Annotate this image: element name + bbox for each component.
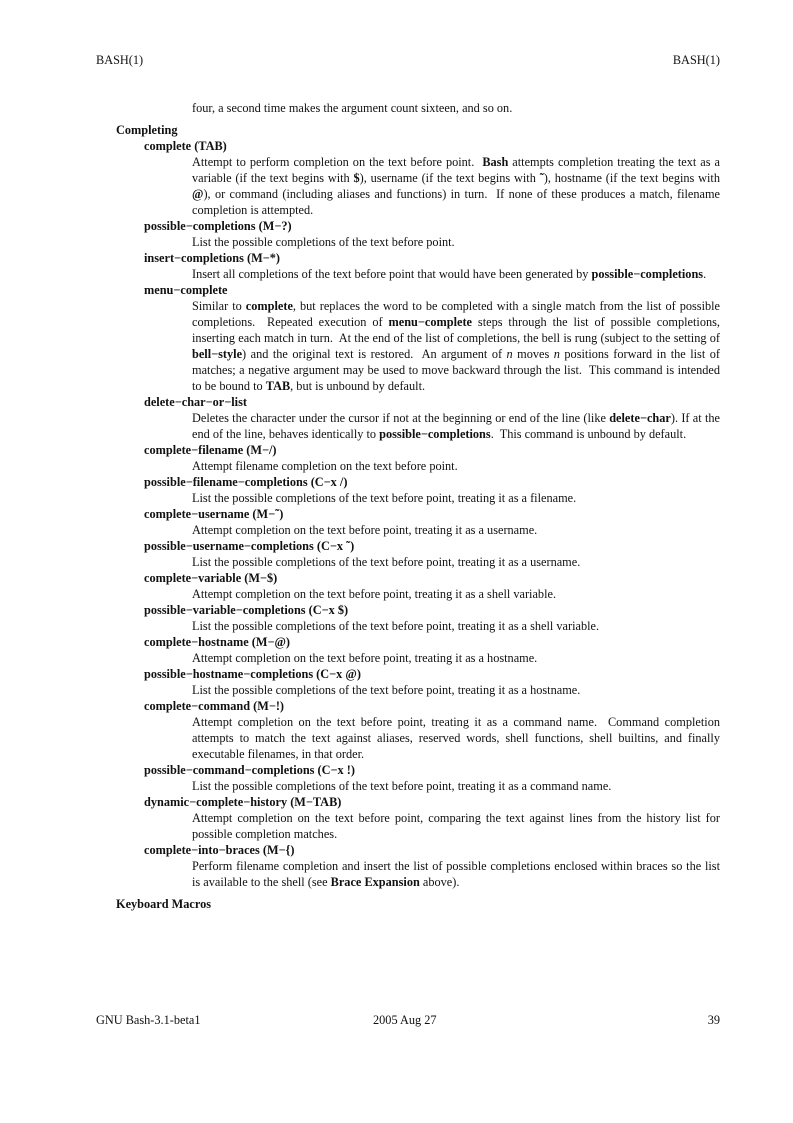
command-term: possible−filename−completions (C−x /) (144, 475, 348, 489)
header-left: BASH(1) (96, 53, 144, 67)
command-description: List the possible completions of the text before point, treating it as a filename. (192, 491, 577, 505)
command-term: complete−into−braces (M−{) (144, 843, 295, 857)
command-description: Attempt completion on the text before point, treating it as a hostname. (192, 651, 538, 665)
header-right: BASH(1) (672, 53, 720, 67)
command-term: complete−hostname (M−@) (144, 635, 290, 649)
footer-left: GNU Bash-3.1-beta1 (96, 1013, 201, 1027)
section-heading-completing: Completing (116, 123, 178, 137)
command-term: complete−filename (M−/) (144, 443, 277, 457)
command-description: Deletes the character under the cursor if not at the beginning or end of the line (like delete−char). If at the end of the line, behaves identically to possible−completions. This command is unbound by default. (192, 411, 720, 441)
command-term: possible−command−completions (C−x !) (144, 763, 355, 777)
man-page-body (0, 100, 793, 912)
command-description: List the possible completions of the text before point. (192, 235, 455, 249)
command-term: complete−username (M−˜) (144, 507, 284, 521)
footer-right: 39 (707, 1013, 720, 1027)
command-description: Attempt completion on the text before point, treating it as a username. (192, 523, 538, 537)
command-term: possible−username−completions (C−x ˜) (144, 539, 355, 553)
command-description: Attempt completion on the text before point, treating it as a shell variable. (192, 587, 557, 601)
command-term: delete−char−or−list (144, 395, 247, 409)
command-description: List the possible completions of the text before point, treating it as a command name. (192, 779, 612, 793)
command-term: insert−completions (M−*) (144, 251, 280, 265)
continuation-text: four, a second time makes the argument count sixteen, and so on. (192, 101, 513, 115)
section-heading-keyboard-macros: Keyboard Macros (116, 897, 212, 911)
command-list (0, 138, 793, 890)
command-term: complete (TAB) (144, 139, 227, 153)
command-description: Perform filename completion and insert the list of possible completions enclosed within braces so the list is available to the shell (see Brace Expansion above). (192, 859, 720, 889)
command-description: List the possible completions of the text before point, treating it as a username. (192, 555, 581, 569)
command-description: List the possible completions of the text before point, treating it as a shell variable. (192, 619, 600, 633)
command-description: Attempt completion on the text before point, treating it as a command name. Command completion attempts to match the text against aliases, reserved words, shell functions, shell builtins, and finally executable filenames, in that order. (192, 715, 720, 761)
command-term: possible−completions (M−?) (144, 219, 292, 233)
command-term: menu−complete (144, 283, 228, 297)
command-description: Attempt to perform completion on the text before point. Bash attempts completion treating the text as a variable (if the text begins with $), username (if the text begins with ˜), hostname (if the text begins with @), or command (including aliases and functions) in turn. If none of these produces a match, filename completion is attempted. (192, 155, 721, 217)
command-term: possible−variable−completions (C−x $) (144, 603, 349, 617)
command-description: Similar to complete, but replaces the word to be completed with a single match from the list of possible completions. Repeated execution of menu−complete steps through the list of possible completions, inserting each match in turn. At the end of the list of completions, the bell is rung (subject to the setting of bell−style) and the original text is restored. An argument of n moves n positions forward in the list of matches; a negative argument may be used to move backward through the list. This command is intended to be bound to TAB, but is unbound by default. (192, 299, 721, 393)
command-description: List the possible completions of the text before point, treating it as a hostname. (192, 683, 581, 697)
command-term: dynamic−complete−history (M−TAB) (144, 795, 342, 809)
command-description: Insert all completions of the text before point that would have been generated by possible−completions. (192, 267, 707, 281)
footer-center: 2005 Aug 27 (373, 1013, 437, 1027)
command-term: complete−variable (M−$) (144, 571, 278, 585)
command-term: complete−command (M−!) (144, 699, 285, 713)
command-description: Attempt completion on the text before point, comparing the text against lines from the history list for possible completion matches. (192, 811, 720, 841)
command-description: Attempt filename completion on the text before point. (192, 459, 458, 473)
command-term: possible−hostname−completions (C−x @) (144, 667, 361, 681)
